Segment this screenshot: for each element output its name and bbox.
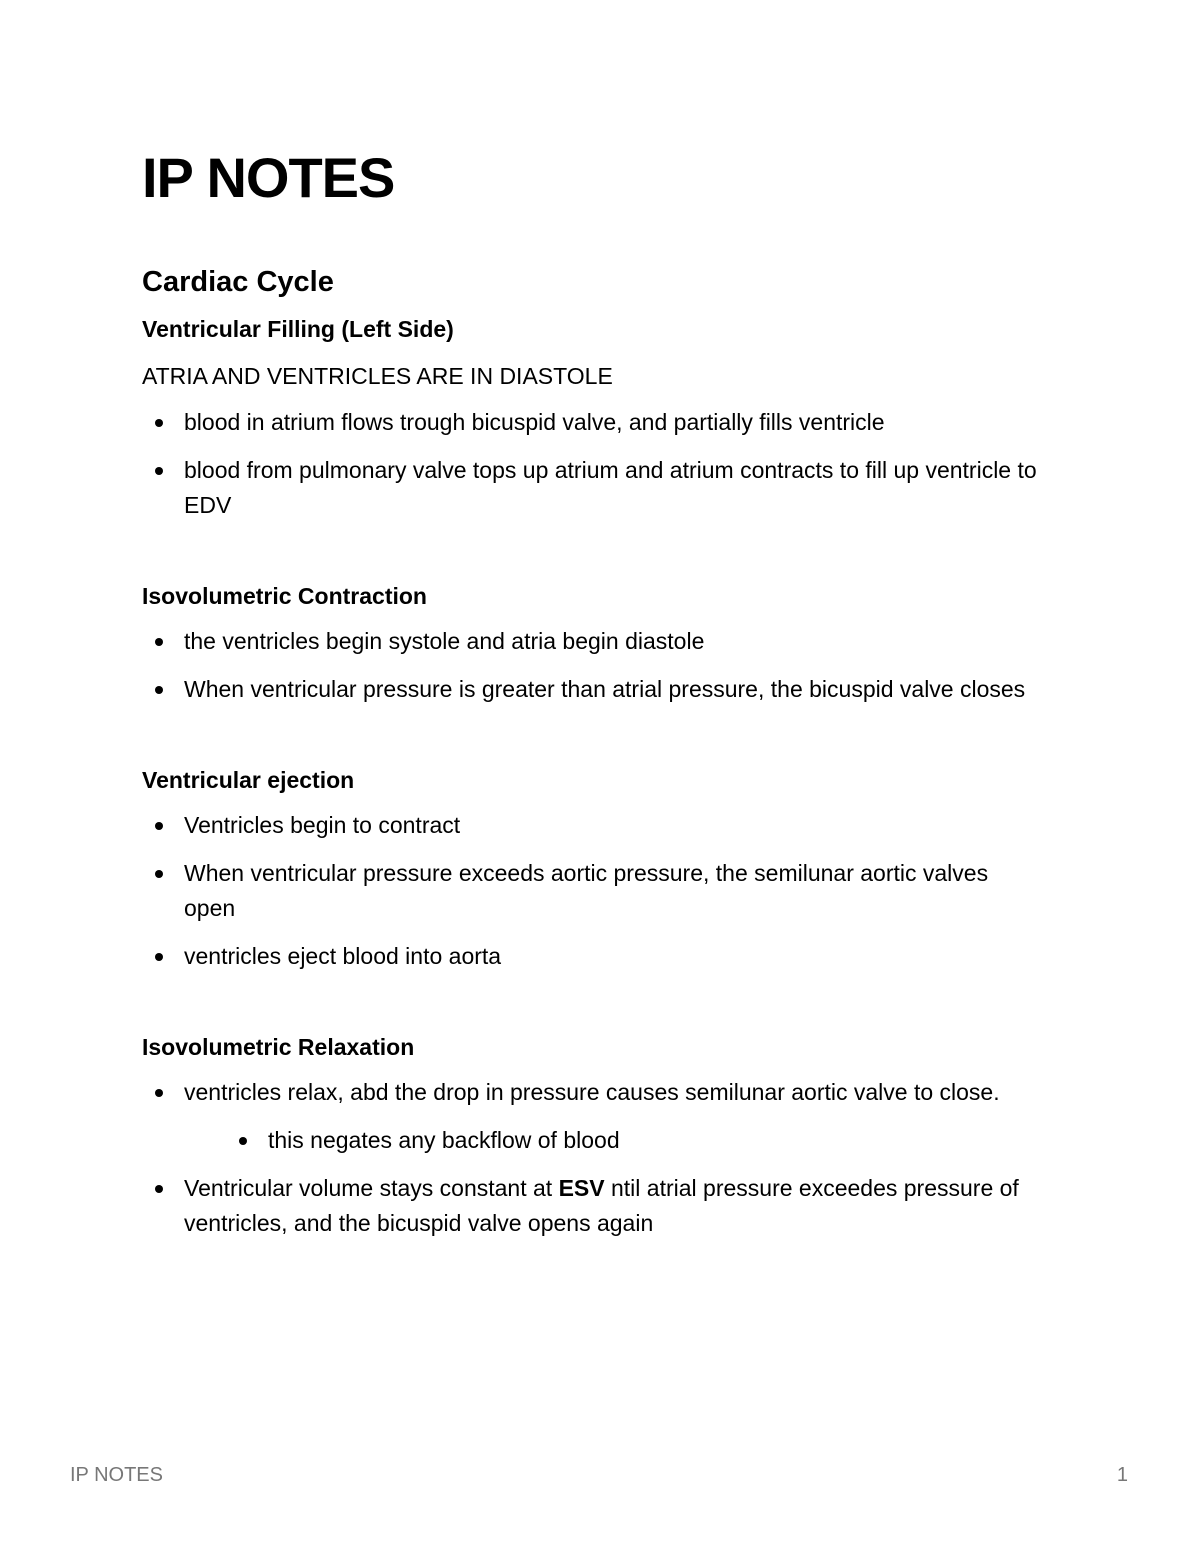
document-title: IP NOTES [142,146,395,209]
bullet-list [142,624,1042,707]
bullet-item [142,1171,1042,1241]
section-isovolumetric-contraction [142,581,1042,707]
section-ventricular-ejection [142,765,1042,974]
section-ventricular-filling [142,314,1042,523]
nested-bullet-item: this negates any backflow of blood [226,1123,1042,1158]
section-heading: Cardiac Cycle [142,266,334,298]
page-content [142,140,1042,1241]
section-isovolumetric-relaxation [142,1032,1042,1241]
page-number: 1 [1116,1464,1128,1486]
bullet-text-before: Ventricular volume stays constant at [184,1175,559,1201]
bullet-text: ventricles relax, abd the drop in pressure causes semilunar aortic valve to close. [184,1079,1000,1105]
footer-title: IP NOTES [70,1464,163,1486]
bullet-list [142,808,1042,974]
bullet-item: When ventricular pressure exceeds aortic pressure, the semilunar aortic valves open [142,856,1042,926]
bullet-item: blood in atrium flows trough bicuspid valve, and partially fills ventricle [142,405,1042,440]
bullet-text-after: ntil atrial pressure exceedes pressure of ventricles, and the bicuspid valve opens again [184,1175,1019,1236]
subsection-title: Isovolumetric Contraction [142,583,427,609]
subsection-title: Ventricular ejection [142,767,355,793]
bullet-item: the ventricles begin systole and atria begin diastole [142,624,1042,659]
bullet-item: When ventricular pressure is greater than atrial pressure, the bicuspid valve closes [142,672,1042,707]
section-note: ATRIA AND VENTRICLES ARE IN DIASTOLE [142,363,613,389]
subsection-title: Ventricular Filling (Left Side) [142,316,454,342]
bullet-list [142,405,1042,523]
bullet-list [142,1075,1042,1241]
bullet-item [142,1075,1042,1158]
subsection-title: Isovolumetric Relaxation [142,1034,415,1060]
bold-term: ESV [558,1175,605,1201]
bullet-item: Ventricles begin to contract [142,808,1042,843]
bullet-item: blood from pulmonary valve tops up atrium and atrium contracts to fill up ventricle to EDV [142,453,1042,523]
nested-bullet-list [184,1123,1042,1158]
bullet-item: ventricles eject blood into aorta [142,939,1042,974]
